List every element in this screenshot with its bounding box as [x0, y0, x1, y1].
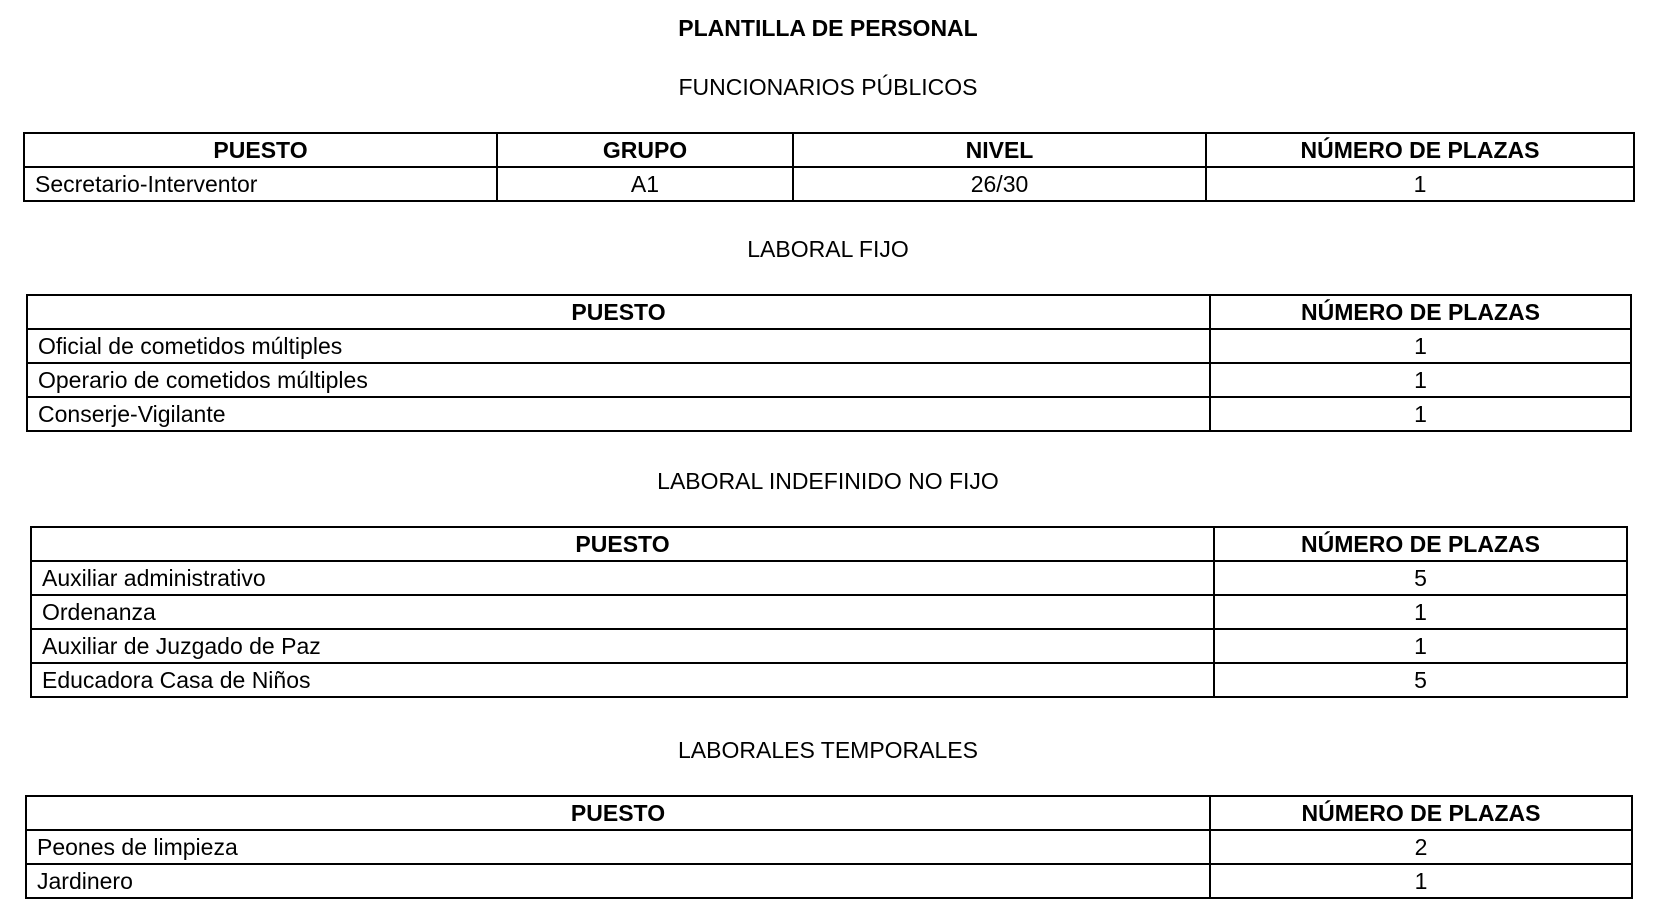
cell-nivel: 26/30 [793, 167, 1206, 201]
cell-numero-plazas: 1 [1210, 864, 1632, 898]
table-row [24, 167, 1634, 201]
section-title-laborales-temporales: LABORALES TEMPORALES [678, 737, 978, 763]
table-header-row [26, 796, 1632, 830]
cell-puesto: Auxiliar administrativo [31, 561, 1214, 595]
header-numero-plazas: NÚMERO DE PLAZAS [1214, 527, 1627, 561]
cell-numero-plazas: 2 [1210, 830, 1632, 864]
table-laborales-temporales [25, 795, 1633, 899]
document-title: PLANTILLA DE PERSONAL [678, 15, 978, 41]
header-puesto: PUESTO [31, 527, 1214, 561]
table-row [27, 397, 1631, 431]
cell-numero-plazas: 5 [1214, 663, 1627, 697]
header-puesto: PUESTO [24, 133, 497, 167]
table-row [31, 595, 1627, 629]
table-row [26, 864, 1632, 898]
table-row [27, 363, 1631, 397]
table-laboral-indefinido [30, 526, 1628, 698]
table-header-row [24, 133, 1634, 167]
cell-grupo: A1 [497, 167, 793, 201]
header-numero-plazas: NÚMERO DE PLAZAS [1210, 295, 1631, 329]
table-row [31, 663, 1627, 697]
cell-numero-plazas: 1 [1214, 595, 1627, 629]
cell-numero-plazas: 1 [1206, 167, 1634, 201]
cell-puesto: Educadora Casa de Niños [31, 663, 1214, 697]
cell-numero-plazas: 5 [1214, 561, 1627, 595]
table-funcionarios [23, 132, 1635, 202]
header-nivel: NIVEL [793, 133, 1206, 167]
section-title-funcionarios: FUNCIONARIOS PÚBLICOS [678, 74, 978, 100]
header-numero-plazas: NÚMERO DE PLAZAS [1206, 133, 1634, 167]
table-row [27, 329, 1631, 363]
cell-puesto: Jardinero [26, 864, 1210, 898]
cell-puesto: Conserje-Vigilante [27, 397, 1210, 431]
cell-numero-plazas: 1 [1210, 329, 1631, 363]
section-title-laboral-fijo: LABORAL FIJO [747, 236, 909, 262]
cell-numero-plazas: 1 [1214, 629, 1627, 663]
table-laboral-fijo [26, 294, 1632, 432]
cell-puesto: Operario de cometidos múltiples [27, 363, 1210, 397]
table-row [31, 629, 1627, 663]
table-row [31, 561, 1627, 595]
header-puesto: PUESTO [27, 295, 1210, 329]
cell-numero-plazas: 1 [1210, 363, 1631, 397]
cell-puesto: Peones de limpieza [26, 830, 1210, 864]
table-row [26, 830, 1632, 864]
cell-puesto: Auxiliar de Juzgado de Paz [31, 629, 1214, 663]
cell-puesto: Ordenanza [31, 595, 1214, 629]
header-grupo: GRUPO [497, 133, 793, 167]
cell-puesto: Secretario-Interventor [24, 167, 497, 201]
section-title-laboral-indefinido: LABORAL INDEFINIDO NO FIJO [657, 468, 999, 494]
header-puesto: PUESTO [26, 796, 1210, 830]
header-numero-plazas: NÚMERO DE PLAZAS [1210, 796, 1632, 830]
table-header-row [27, 295, 1631, 329]
table-header-row [31, 527, 1627, 561]
cell-puesto: Oficial de cometidos múltiples [27, 329, 1210, 363]
cell-numero-plazas: 1 [1210, 397, 1631, 431]
